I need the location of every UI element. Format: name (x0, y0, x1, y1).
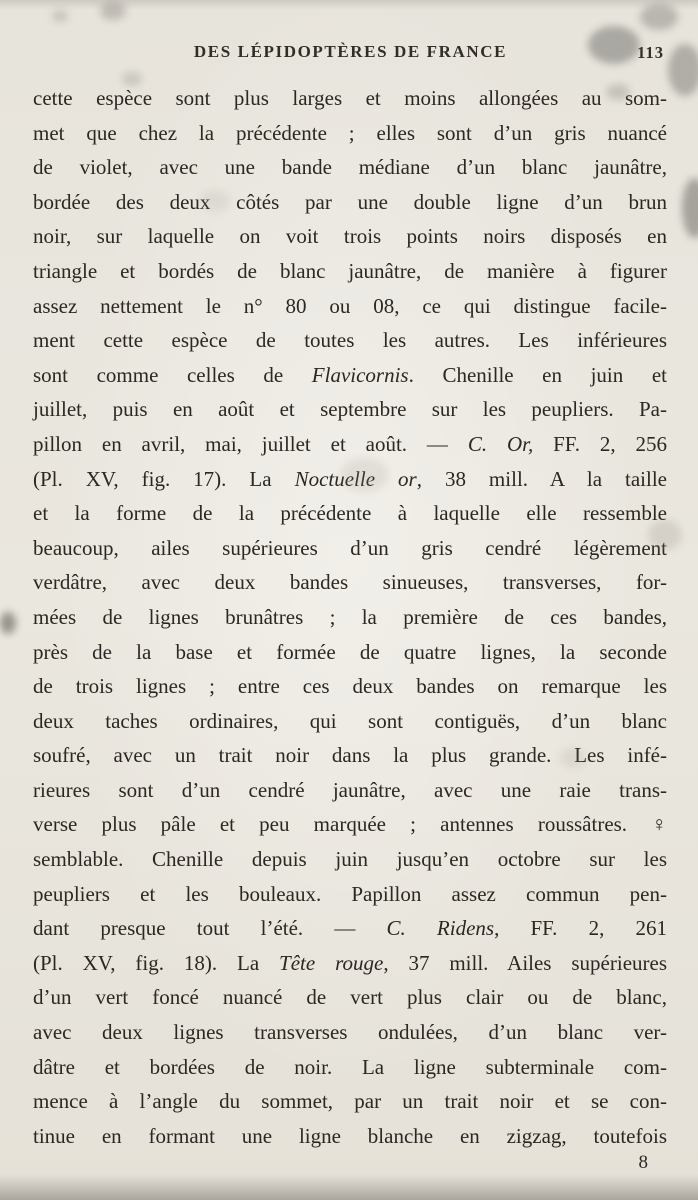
scan-edge-shadow-bottom (0, 1174, 698, 1200)
italic-text-segment: Noctuelle or (294, 466, 417, 491)
text-line (33, 946, 667, 981)
text-segment: pillon en avril, mai, juillet et août. — (33, 431, 468, 456)
text-line (33, 704, 667, 739)
text-line (33, 911, 667, 946)
text-line (33, 1050, 667, 1085)
text-segment: dant presque tout l’été. — (33, 916, 387, 941)
text-line (33, 323, 667, 358)
text-segment: deux taches ordinaires, qui sont contiguës, d’un blanc (33, 708, 667, 733)
header-title: DES LÉPIDOPTÈRES DE FRANCE (193, 42, 508, 61)
text-segment: et la forme de la précédente à laquelle elle ressemble (33, 501, 667, 526)
text-line (33, 1119, 667, 1154)
text-segment: met que chez la précédente ; elles sont d’un gris nuancé (33, 120, 667, 145)
text-line (33, 150, 667, 185)
text-body (33, 81, 667, 1153)
text-segment: , 38 mill. A la taille (416, 466, 667, 491)
text-line (33, 254, 667, 289)
italic-text-segment: C. Ridens (386, 916, 495, 941)
text-line (33, 669, 667, 704)
text-segment: juillet, puis en août et septembre sur les peupliers. Pa- (33, 397, 667, 422)
stain (0, 612, 16, 634)
text-line (33, 980, 667, 1015)
italic-text-segment: Flavicornis (311, 362, 409, 387)
stain (100, 2, 126, 20)
text-segment: tinue en formant une ligne blanche en zigzag, toutefois (33, 1123, 667, 1148)
text-line (33, 219, 667, 254)
text-segment: FF. 2, 256 (533, 431, 667, 456)
stain (52, 10, 68, 22)
text-line (33, 392, 667, 427)
text-line (33, 842, 667, 877)
text-segment: (Pl. XV, fig. 17). La (33, 466, 295, 491)
text-segment: de violet, avec une bande médiane d’un blanc jaunâtre, (33, 155, 667, 180)
text-segment: sont comme celles de (33, 362, 312, 387)
italic-text-segment: Tête rouge (279, 950, 384, 975)
text-line (33, 496, 667, 531)
text-segment: (Pl. XV, fig. 18). La (33, 950, 280, 975)
running-header (33, 42, 668, 62)
text-line (33, 531, 667, 566)
text-segment: assez nettement le n° 80 ou 08, ce qui distingue facile- (33, 293, 667, 318)
text-line (33, 565, 667, 600)
text-segment: soufré, avec un trait noir dans la plus grande. Les infé- (33, 743, 667, 768)
text-line (33, 1084, 667, 1119)
text-segment: triangle et bordés de blanc jaunâtre, de manière à figurer (33, 258, 667, 283)
text-line (33, 289, 667, 324)
text-segment: verdâtre, avec deux bandes sinueuses, transverses, for- (33, 570, 667, 595)
stain (682, 178, 698, 238)
text-segment: rieures sont d’un cendré jaunâtre, avec une raie trans- (33, 777, 667, 802)
text-segment: . Chenille en juin et (408, 362, 667, 387)
text-segment: , 37 mill. Ailes supérieures (383, 950, 667, 975)
text-line (33, 807, 667, 842)
text-segment: cette espèce sont plus larges et moins allongées au som- (33, 86, 667, 110)
text-segment: noir, sur laquelle on voit trois points noirs disposés en (33, 224, 667, 249)
text-segment: ment cette espèce de toutes les autres. Les inférieures (33, 328, 667, 353)
text-segment: peupliers et les bouleaux. Papillon assez commun pen- (33, 881, 667, 906)
text-segment: beaucoup, ailes supérieures d’un gris cendré légèrement (33, 535, 667, 560)
text-segment: de trois lignes ; entre ces deux bandes on remarque les (33, 674, 667, 699)
text-line (33, 600, 667, 635)
page-number: 113 (637, 43, 664, 62)
text-line (33, 462, 667, 497)
text-segment: d’un vert foncé nuancé de vert plus clair ou de blanc, (33, 985, 667, 1010)
text-line (33, 738, 667, 773)
text-line (33, 635, 667, 670)
text-segment: verse plus pâle et peu marquée ; antennes roussâtres. ♀ (33, 812, 667, 837)
stain (640, 4, 678, 30)
text-segment: avec deux lignes transverses ondulées, d’un blanc ver- (33, 1020, 667, 1045)
text-segment: , FF. 2, 261 (494, 916, 667, 941)
stain (668, 44, 698, 96)
text-line (33, 773, 667, 808)
text-line (33, 185, 667, 220)
text-line (33, 358, 667, 393)
text-line (33, 1015, 667, 1050)
text-segment: près de la base et formée de quatre lignes, la seconde (33, 639, 667, 664)
text-line (33, 81, 667, 116)
text-segment: mées de lignes brunâtres ; la première de ces bandes, (33, 604, 667, 629)
text-segment: dâtre et bordées de noir. La ligne subterminale com- (33, 1054, 667, 1079)
signature-mark: 8 (638, 1152, 648, 1173)
italic-text-segment: C. Or, (467, 431, 534, 456)
text-line (33, 877, 667, 912)
scan-edge-shadow-top (0, 0, 698, 10)
text-segment: semblable. Chenille depuis juin jusqu’en octobre sur les (33, 847, 667, 872)
text-segment: mence à l’angle du sommet, par un trait noir et se con- (33, 1089, 667, 1114)
text-line (33, 116, 667, 151)
text-line (33, 427, 667, 462)
text-segment: bordée des deux côtés par une double ligne d’un brun (33, 189, 667, 214)
